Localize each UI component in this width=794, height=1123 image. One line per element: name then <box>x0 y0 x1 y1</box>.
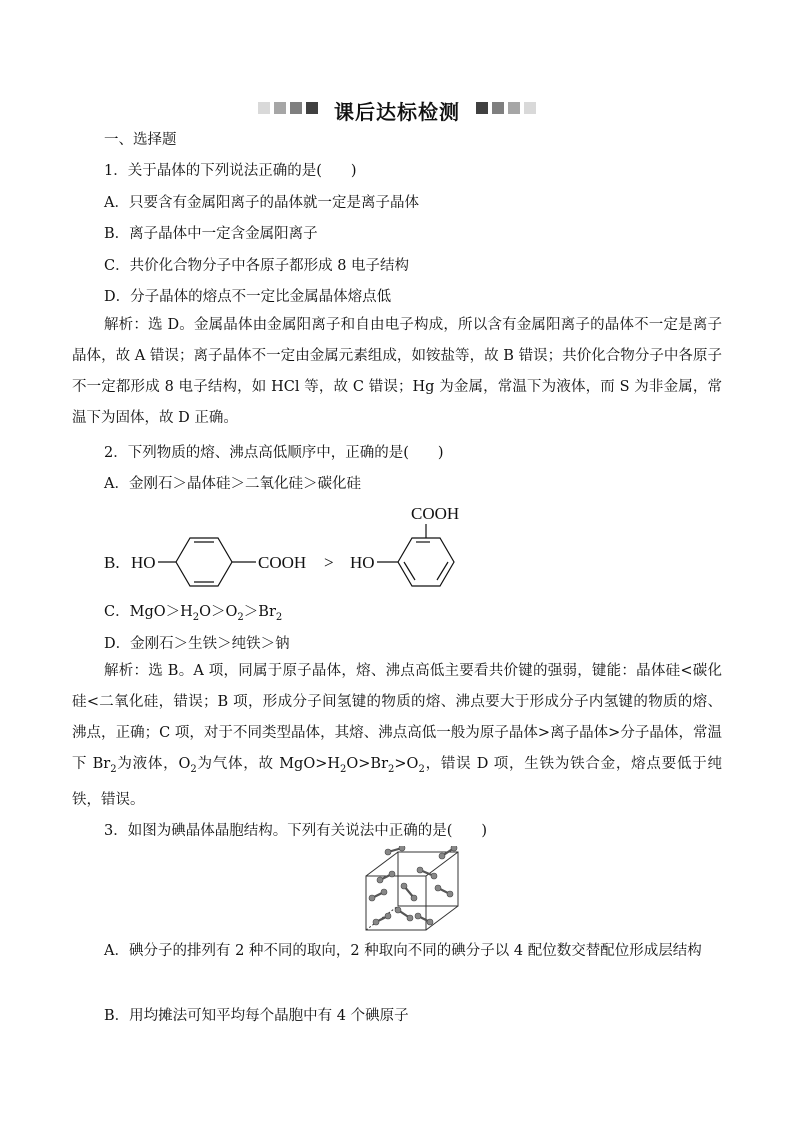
decor-square <box>258 102 270 114</box>
iodine-atom <box>369 895 375 901</box>
iodine-atom <box>451 846 457 851</box>
iodine-atom <box>381 889 387 895</box>
page-header <box>0 94 794 126</box>
decor-square <box>524 102 536 114</box>
subscript: 2 <box>110 763 117 775</box>
decor-square <box>492 102 504 114</box>
iodine-atom <box>389 871 395 877</box>
q1-option-c: C．共价化合物分子中各原子都形成 8 电子结构 <box>104 258 410 274</box>
q3-option-a: A．碘分子的排列有 2 种不同的取向，2 种取向不同的碘分子以 4 配位数交替配位形成层结构 <box>104 943 702 959</box>
q2-option-d: D．金刚石＞生铁＞纯铁＞钠 <box>104 636 290 652</box>
iodine-atom <box>399 846 405 851</box>
q3-stem: 3．如图为碘晶体晶胞结构。下列有关说法中正确的是( ) <box>104 823 488 839</box>
q2-analysis <box>72 656 722 816</box>
iodine-atom <box>385 913 391 919</box>
subscript: 2 <box>340 763 347 775</box>
q1-option-d: D．分子晶体的熔点不一定比金属晶体熔点低 <box>104 289 392 305</box>
q2-option-c-text: O＞O <box>199 604 238 620</box>
q2-option-b-structures <box>104 500 484 592</box>
double-bond-inner <box>404 562 415 580</box>
greater-than-sign: > <box>324 553 334 572</box>
iodine-atom <box>407 915 413 921</box>
q1-stem: 1．关于晶体的下列说法正确的是( ) <box>104 163 357 179</box>
subscript: 2 <box>192 611 200 623</box>
iodine-atom <box>431 873 437 879</box>
q1-option-a: A．只要含有金属阳离子的晶体就一定是离子晶体 <box>104 195 419 211</box>
analysis-text: O>Br <box>346 756 389 772</box>
subscript: 2 <box>275 611 283 623</box>
iodine-atom <box>377 877 383 883</box>
subscript: 2 <box>388 763 395 775</box>
subscript: 2 <box>190 763 197 775</box>
iodine-atom <box>417 867 423 873</box>
analysis-text: 为液体，O <box>116 756 191 772</box>
page-title: 课后达标检测 <box>334 99 460 124</box>
analysis-text: >O <box>394 756 419 772</box>
q2-option-c <box>104 600 282 623</box>
right-ho-label: HO <box>350 553 375 572</box>
analysis-text: 为气体，故 MgO>H <box>196 756 341 772</box>
decor-square <box>508 102 520 114</box>
analysis-text: ，错误 D 项，生铁为铁合金，熔点要低于纯铁，错误。 <box>72 756 723 808</box>
decor-square <box>274 102 286 114</box>
iodine-atom <box>411 895 417 901</box>
section-heading: 一、选择题 <box>104 132 177 148</box>
header-left-squares <box>256 102 320 118</box>
q2-option-a: A．金刚石＞晶体硅＞二氧化硅＞碳化硅 <box>104 476 361 492</box>
iodine-atom <box>435 885 441 891</box>
q2-option-c-text: C．MgO＞H <box>104 604 193 620</box>
q2-option-c-text: ＞Br <box>243 604 276 620</box>
benzene-ring-para <box>176 538 232 586</box>
header-right-squares <box>474 102 538 118</box>
decor-square <box>306 102 318 114</box>
iodine-atom <box>395 907 401 913</box>
iodine-atom <box>401 883 407 889</box>
iodine-atom <box>415 913 421 919</box>
left-cooh-label: COOH <box>258 553 307 572</box>
iodine-atom <box>385 849 391 855</box>
left-ho-label: HO <box>131 553 156 572</box>
iodine-atom <box>373 919 379 925</box>
cell-edge <box>426 906 458 930</box>
analysis-text: 解析：选 B。A 项，同属于原子晶体，熔、沸点高低主要看共价键的强弱，键能：晶体硅<碳化硅<二氧化硅，错误；B 项，形成分子间氢键的物质的熔、沸点要大于形成分子内氢键的物质的熔、沸点，正确；C 项，对于不同类型晶体，其熔、沸点高低一般为原子晶体>离子晶体>分子晶体，常温下 Br <box>72 663 722 772</box>
right-cooh-label: COOH <box>411 504 460 523</box>
benzene-ring-ortho <box>398 538 454 586</box>
q3-option-b: B．用均摊法可知平均每个晶胞中有 4 个碘原子 <box>104 1008 409 1024</box>
iodine-atom <box>439 853 445 859</box>
q2-stem: 2．下列物质的熔、沸点高低顺序中，正确的是( ) <box>104 445 444 461</box>
subscript: 2 <box>418 763 425 775</box>
double-bond-inner <box>437 562 448 580</box>
iodine-unit-cell-figure <box>358 846 466 932</box>
option-b-label: B. <box>104 553 120 572</box>
subscript: 2 <box>237 611 244 623</box>
decor-square <box>290 102 302 114</box>
q1-option-b: B．离子晶体中一定含金属阳离子 <box>104 226 318 242</box>
iodine-atom <box>427 919 433 925</box>
q1-analysis: 解析：选 D。金属晶体由金属阳离子和自由电子构成，所以含有金属阳离子的晶体不一定是离子晶体，故 A 错误；离子晶体不一定由金属元素组成，如铵盐等，故 B 错误；共价化合物分子中各原子不一定都形成 8 电子结构，如 HCl 等，故 C 错误；Hg 为金属，常温下为液体，而 S 为非金属，常温下为固体，故 D 正确。 <box>72 317 722 426</box>
iodine-atom <box>447 891 453 897</box>
decor-square <box>476 102 488 114</box>
cell-back-face <box>398 852 458 906</box>
